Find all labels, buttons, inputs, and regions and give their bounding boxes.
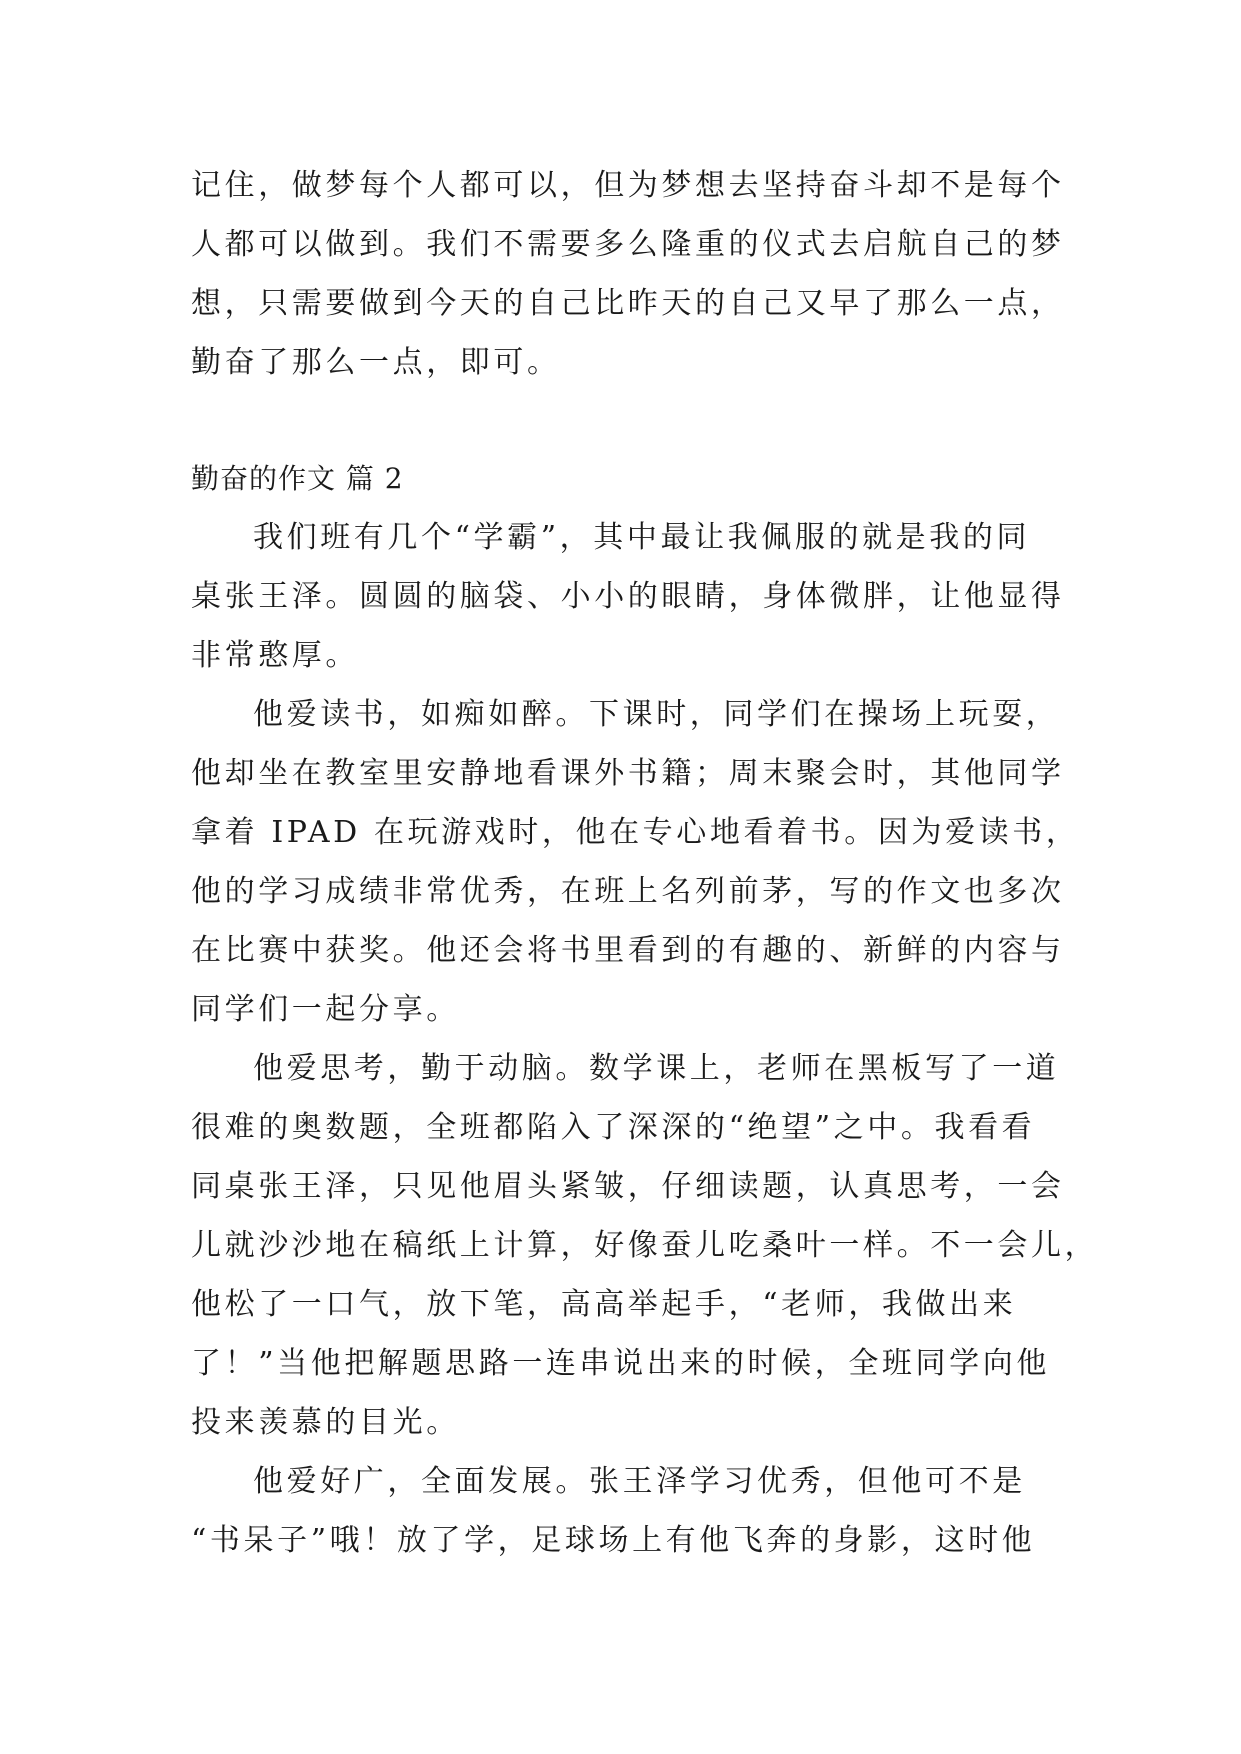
paragraph-line: 儿就沙沙地在稿纸上计算，好像蚕儿吃桑叶一样。不一会儿，: [191, 1228, 1099, 1263]
paragraph-line: 他爱好广，全面发展。张王泽学习优秀，但他可不是: [253, 1464, 1026, 1499]
paragraph-line: 拿着 IPAD 在玩游戏时，他在专心地看着书。因为爱读书，: [191, 815, 1080, 850]
intro-line: 记住，做梦每个人都可以，但为梦想去坚持奋斗却不是每个: [191, 168, 1065, 203]
intro-line: 人都可以做到。我们不需要多么隆重的仪式去启航自己的梦: [191, 227, 1065, 262]
paragraph-line: “书呆子”哦！放了学，足球场上有他飞奔的身影，这时他: [191, 1523, 1036, 1558]
paragraph-line: 在比赛中获奖。他还会将书里看到的有趣的、新鲜的内容与: [191, 933, 1065, 968]
paragraph-line: 我们班有几个“学霸”，其中最让我佩服的就是我的同: [253, 520, 1031, 555]
paragraph-line: 了！”当他把解题思路一连串说出来的时候，全班同学向他: [191, 1346, 1050, 1381]
section-heading: 勤奋的作文 篇 2: [191, 462, 404, 495]
paragraph-line: 他的学习成绩非常优秀，在班上名列前茅，写的作文也多次: [191, 874, 1065, 909]
intro-line: 想，只需要做到今天的自己比昨天的自己又早了那么一点，: [191, 286, 1065, 321]
paragraph-line: 桌张王泽。圆圆的脑袋、小小的眼睛，身体微胖，让他显得: [191, 579, 1065, 614]
paragraph-line: 同桌张王泽，只见他眉头紧皱，仔细读题，认真思考，一会: [191, 1169, 1065, 1204]
paragraph-line: 很难的奥数题，全班都陷入了深深的“绝望”之中。我看看: [191, 1110, 1036, 1145]
paragraph-line: 他爱思考，勤于动脑。数学课上，老师在黑板写了一道: [253, 1051, 1060, 1086]
intro-line: 勤奋了那么一点，即可。: [191, 345, 561, 380]
paragraph-line: 非常憨厚。: [191, 638, 359, 673]
paragraph-line: 同学们一起分享。: [191, 992, 460, 1027]
paragraph-line: 他却坐在教室里安静地看课外书籍；周末聚会时，其他同学: [191, 756, 1065, 791]
paragraph-line: 投来羡慕的目光。: [191, 1405, 460, 1440]
paragraph-line: 他爱读书，如痴如醉。下课时，同学们在操场上玩耍，: [253, 697, 1060, 732]
paragraph-line: 他松了一口气，放下笔，高高举起手，“老师，我做出来: [191, 1287, 1017, 1322]
